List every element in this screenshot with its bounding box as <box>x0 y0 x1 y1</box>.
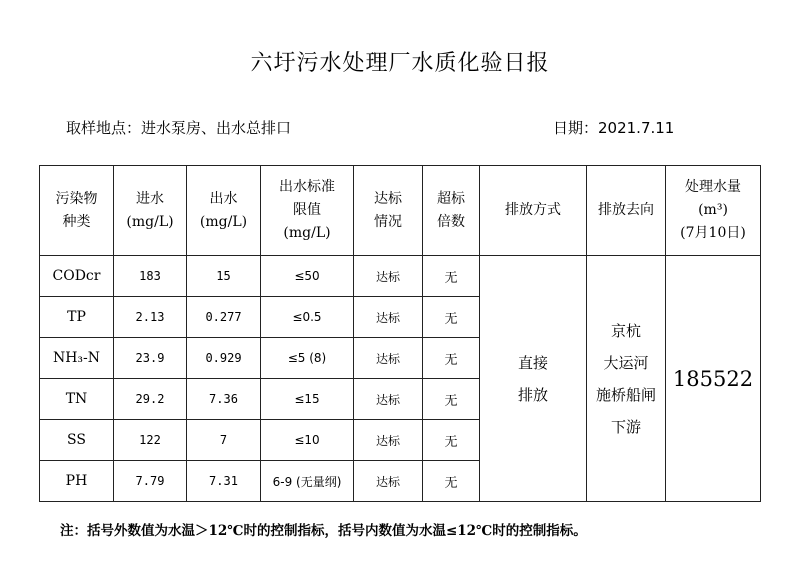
header-compliance: 达标 情况 <box>354 166 423 256</box>
volume-cell: 185522 <box>666 256 761 502</box>
limit-cell: ≤10 <box>261 420 354 461</box>
limit-cell: 6-9 (无量纲) <box>261 461 354 502</box>
inflow-cell: 7.79 <box>114 461 187 502</box>
exceed-cell: 无 <box>423 338 480 379</box>
exceed-cell: 无 <box>423 461 480 502</box>
status-cell: 达标 <box>354 338 423 379</box>
discharge-method-cell: 直接 排放 <box>480 256 587 502</box>
pollutant-cell: CODcr <box>40 256 114 297</box>
header-outflow: 出水 (mg/L) <box>187 166 261 256</box>
header-row <box>40 166 761 256</box>
outflow-cell: 15 <box>187 256 261 297</box>
limit-cell: ≤5 (8) <box>261 338 354 379</box>
header-pollutant: 污染物 种类 <box>40 166 114 256</box>
header-discharge-method: 排放方式 <box>480 166 587 256</box>
footnote: 注：括号外数值为水温＞12℃时的控制指标，括号内数值为水温≤12℃时的控制指标。 <box>60 523 587 539</box>
inflow-cell: 122 <box>114 420 187 461</box>
outflow-cell: 7 <box>187 420 261 461</box>
limit-cell: ≤15 <box>261 379 354 420</box>
inflow-cell: 29.2 <box>114 379 187 420</box>
exceed-cell: 无 <box>423 256 480 297</box>
discharge-destination-cell: 京杭 大运河 施桥船闸 下游 <box>587 256 666 502</box>
status-cell: 达标 <box>354 420 423 461</box>
header-discharge-destination: 排放去向 <box>587 166 666 256</box>
status-cell: 达标 <box>354 297 423 338</box>
exceed-cell: 无 <box>423 379 480 420</box>
status-cell: 达标 <box>354 461 423 502</box>
status-cell: 达标 <box>354 256 423 297</box>
outflow-cell: 0.929 <box>187 338 261 379</box>
pollutant-cell: TP <box>40 297 114 338</box>
header-exceed: 超标 倍数 <box>423 166 480 256</box>
header-inflow: 进水 (mg/L) <box>114 166 187 256</box>
exceed-cell: 无 <box>423 297 480 338</box>
table-row <box>40 256 761 297</box>
report-date: 日期：2021.7.11 <box>553 119 675 137</box>
outflow-cell: 7.36 <box>187 379 261 420</box>
status-cell: 达标 <box>354 379 423 420</box>
outflow-cell: 0.277 <box>187 297 261 338</box>
header-volume: 处理水量 (m³) (7月10日) <box>666 166 761 256</box>
pollutant-cell: SS <box>40 420 114 461</box>
exceed-cell: 无 <box>423 420 480 461</box>
report-title: 六圩污水处理厂水质化验日报 <box>250 51 550 76</box>
outflow-cell: 7.31 <box>187 461 261 502</box>
water-quality-table <box>39 165 761 502</box>
limit-cell: ≤50 <box>261 256 354 297</box>
inflow-cell: 23.9 <box>114 338 187 379</box>
pollutant-cell: TN <box>40 379 114 420</box>
pollutant-cell: NH₃-N <box>40 338 114 379</box>
inflow-cell: 183 <box>114 256 187 297</box>
sampling-location: 取样地点：进水泵房、出水总排口 <box>66 119 292 137</box>
pollutant-cell: PH <box>40 461 114 502</box>
inflow-cell: 2.13 <box>114 297 187 338</box>
limit-cell: ≤0.5 <box>261 297 354 338</box>
header-limit: 出水标准 限值 (mg/L) <box>261 166 354 256</box>
